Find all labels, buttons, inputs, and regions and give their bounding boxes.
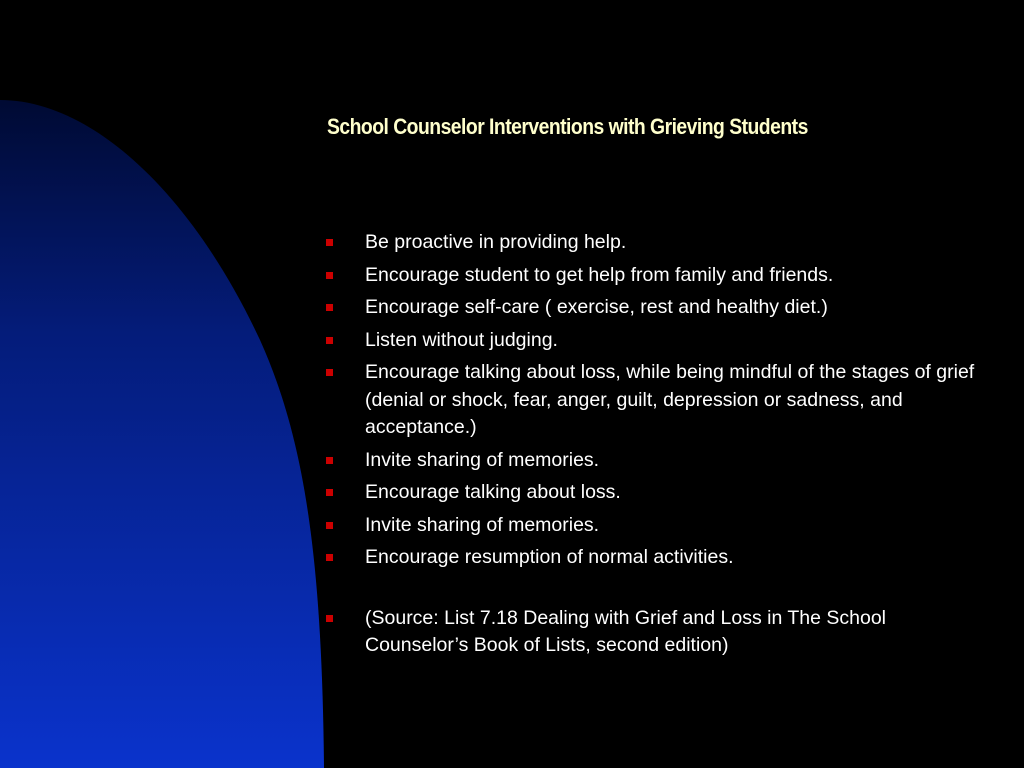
bullet-list bbox=[326, 229, 986, 665]
bullet-square-icon bbox=[326, 457, 333, 464]
list-item-text: Encourage resumption of normal activities. bbox=[365, 546, 734, 568]
slide-title: School Counselor Interventions with Grieving Students bbox=[327, 114, 808, 139]
list-item bbox=[326, 544, 986, 572]
blue-arc-decoration bbox=[0, 0, 330, 768]
bullet-square-icon bbox=[326, 554, 333, 561]
bullet-square-icon bbox=[326, 337, 333, 344]
list-item bbox=[326, 327, 986, 355]
list-item-text: Encourage student to get help from family and friends. bbox=[365, 263, 834, 286]
list-item bbox=[326, 447, 986, 475]
bullet-square-icon bbox=[326, 272, 333, 279]
bullet-square-icon bbox=[326, 615, 333, 622]
bullet-square-icon bbox=[326, 522, 333, 529]
list-item bbox=[326, 229, 986, 257]
list-item bbox=[326, 359, 986, 442]
list-item-text: Listen without judging. bbox=[365, 328, 558, 351]
bullet-square-icon bbox=[326, 304, 333, 311]
list-item bbox=[326, 479, 986, 507]
list-item-text: Invite sharing of memories. bbox=[365, 513, 600, 536]
list-item-text: Invite sharing of memories. bbox=[365, 448, 600, 471]
list-item-text: Encourage talking about loss. bbox=[365, 481, 621, 503]
source-citation-item bbox=[326, 605, 986, 660]
list-item bbox=[326, 262, 986, 290]
list-item-text: Be proactive in providing help. bbox=[365, 231, 627, 253]
source-citation-text: (Source: List 7.18 Dealing with Grief and Loss in The School Counselor’s Book of Lists, second edition) bbox=[365, 606, 887, 656]
list-item-text: Encourage self-care ( exercise, rest and healthy diet.) bbox=[365, 296, 828, 318]
list-item bbox=[326, 294, 986, 322]
bullet-square-icon bbox=[326, 369, 333, 376]
list-item-text: Encourage talking about loss, while being mindful of the stages of grief (denial or shock, fear, anger, guilt, depression or sadness, and acceptance.) bbox=[365, 361, 975, 438]
list-item bbox=[326, 512, 986, 540]
bullet-square-icon bbox=[326, 239, 333, 246]
bullet-square-icon bbox=[326, 489, 333, 496]
